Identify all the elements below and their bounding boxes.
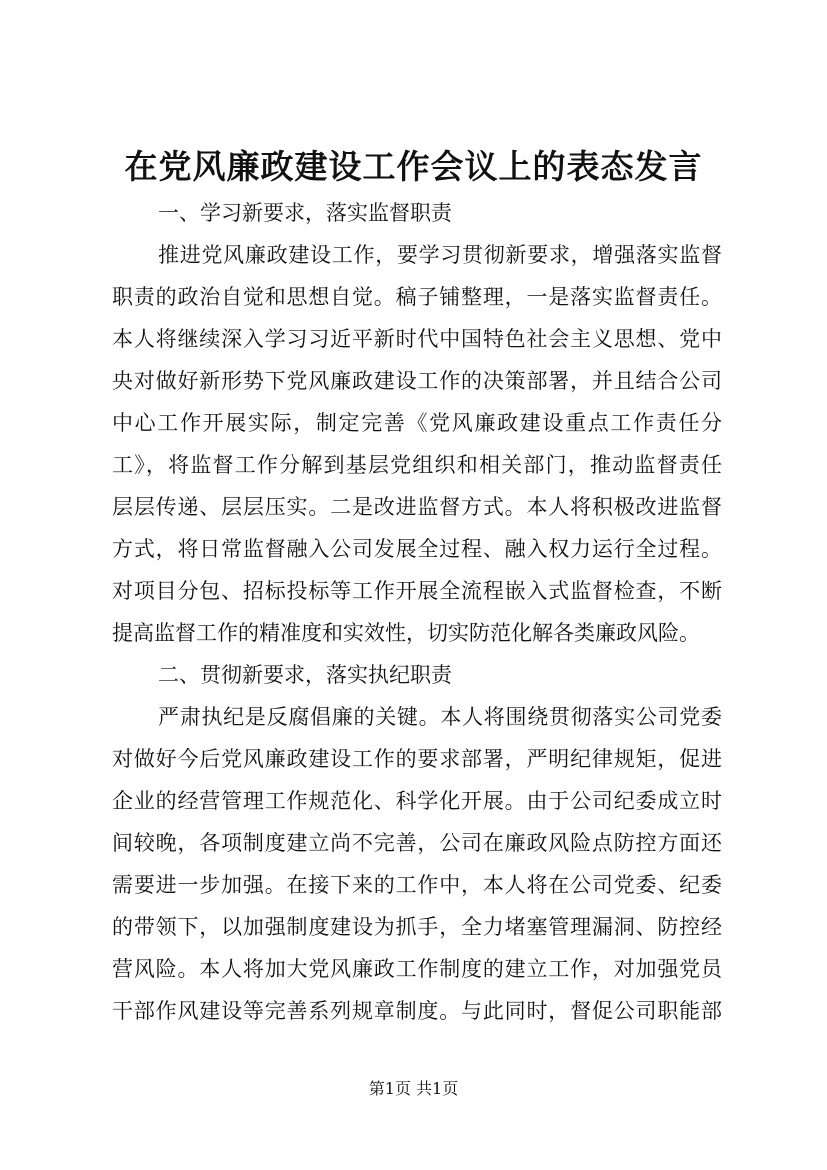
paragraph-line: 的带领下，以加强制度建设为抓手，全力堵塞管理漏洞、防控经 — [112, 915, 722, 939]
paragraph-line: 层层传递、层层压实。二是改进监督方式。本人将积极改进监督 — [112, 495, 722, 519]
page-footer: 第1页 共1页 — [368, 1079, 459, 1098]
paragraph-line: 对做好今后党风廉政建设工作的要求部署，严明纪律规矩，促进 — [112, 747, 722, 771]
paragraph-line: 央对做好新形势下党风廉政建设工作的决策部署，并且结合公司 — [112, 369, 722, 393]
paragraph-line: 干部作风建设等完善系列规章制度。与此同时，督促公司职能部 — [112, 999, 722, 1023]
paragraph-line: 推进党风廉政建设工作，要学习贯彻新要求，增强落实监督 — [158, 243, 722, 267]
paragraph-line: 中心工作开展实际，制定完善《党风廉政建设重点工作责任分 — [112, 411, 722, 435]
paragraph-line: 需要进一步加强。在接下来的工作中，本人将在公司党委、纪委 — [112, 873, 722, 897]
paragraph-line: 本人将继续深入学习习近平新时代中国特色社会主义思想、党中 — [112, 327, 722, 351]
document-title: 在党风廉政建设工作会议上的表态发言 — [124, 147, 703, 186]
paragraph-line: 对项目分包、招标投标等工作开展全流程嵌入式监督检查，不断 — [112, 579, 722, 603]
paragraph-line: 间较晚，各项制度建立尚不完善，公司在廉政风险点防控方面还 — [112, 831, 722, 855]
paragraph-line: 提高监督工作的精准度和实效性，切实防范化解各类廉政风险。 — [112, 621, 700, 645]
paragraph-line: 营风险。本人将加大党风廉政工作制度的建立工作，对加强党员 — [112, 957, 722, 981]
paragraph-line: 严肃执纪是反腐倡廉的关键。本人将围绕贯彻落实公司党委 — [158, 705, 722, 729]
paragraph-line: 方式，将日常监督融入公司发展全过程、融入权力运行全过程。 — [112, 537, 722, 561]
section-heading-1: 一、学习新要求，落实监督职责 — [158, 201, 452, 225]
paragraph-line: 企业的经营管理工作规范化、科学化开展。由于公司纪委成立时 — [112, 789, 722, 813]
paragraph-line: 职责的政治自觉和思想自觉。稿子铺整理，一是落实监督责任。 — [112, 285, 722, 309]
section-heading-2: 二、贯彻新要求，落实执纪职责 — [158, 663, 452, 687]
paragraph-line: 工》，将监督工作分解到基层党组织和相关部门，推动监督责任 — [112, 453, 722, 477]
